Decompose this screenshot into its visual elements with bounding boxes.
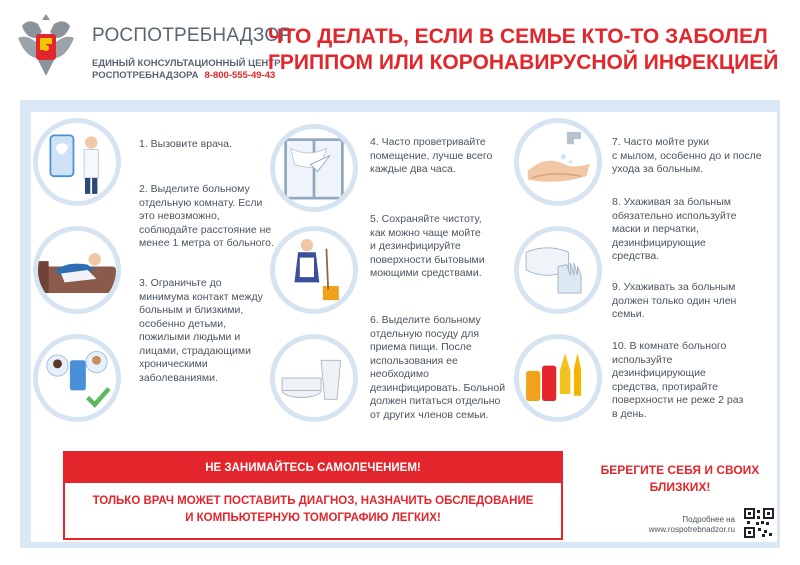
illustration-patient bbox=[33, 226, 121, 314]
step-3-line: пожилыми людьми и bbox=[139, 331, 241, 343]
handwash-icon bbox=[519, 123, 597, 201]
illustration-mask-gloves bbox=[514, 226, 602, 314]
step-10-line: средства, протирайте bbox=[612, 380, 718, 393]
title-line2: ГРИППОМ ИЛИ КОРОНАВИРУСНОЙ ИНФЕКЦИЕЙ bbox=[268, 51, 779, 74]
step-6-line: 6. Выделите больному bbox=[370, 314, 481, 326]
step-5-line: моющими средствами. bbox=[370, 267, 482, 279]
step-6-line: необходимо bbox=[370, 368, 429, 380]
illustration-dishes bbox=[270, 334, 358, 422]
window-icon bbox=[275, 129, 353, 207]
step-1 bbox=[139, 138, 269, 152]
hotline-phone[interactable]: 8-800-555-49-43 bbox=[204, 70, 276, 81]
step-10-line: 10. В комнате больного bbox=[612, 340, 727, 352]
step-8-line: 8. Ухаживая за больным bbox=[612, 196, 731, 208]
step-2 bbox=[139, 183, 274, 251]
step-8-line: дезинфицирующие bbox=[612, 236, 706, 249]
step-4-line: каждые два часа. bbox=[370, 163, 456, 175]
emblem-icon bbox=[14, 8, 78, 80]
illustration-handwash bbox=[514, 118, 602, 206]
warning-banner-title: НЕ ЗАНИМАЙТЕСЬ САМОЛЕЧЕНИЕМ! bbox=[65, 453, 561, 483]
dishes-icon bbox=[275, 339, 353, 417]
step-5-line: как можно чаще мойте bbox=[370, 226, 481, 239]
step-2-line: менее 1 метра от больного. bbox=[139, 237, 274, 249]
illustration-cleaner bbox=[270, 226, 358, 314]
step-6-line: дезинфицировать. Больной bbox=[370, 381, 506, 394]
step-3-line: особенно детьми, bbox=[139, 317, 227, 330]
illustration-window bbox=[270, 124, 358, 212]
step-3-line: больным и близкими, bbox=[139, 304, 244, 316]
center-name-line1: ЕДИНЫЙ КОНСУЛЬТАЦИОННЫЙ ЦЕНТР bbox=[92, 58, 281, 69]
take-care-slogan bbox=[585, 462, 775, 496]
center-name-line2-text: РОСПОТРЕБНАДЗОРА bbox=[92, 70, 199, 81]
step-6 bbox=[370, 314, 510, 422]
step-8-line: средства. bbox=[612, 250, 660, 262]
step-3 bbox=[139, 277, 269, 385]
step-4 bbox=[370, 136, 505, 177]
step-2-line: отдельную комнату. Если bbox=[139, 196, 263, 209]
step-10 bbox=[612, 340, 772, 421]
take-care-line2: БЛИЗКИХ! bbox=[649, 480, 711, 494]
doctor-phone-icon bbox=[38, 123, 116, 201]
more-info-label: Подробнее на bbox=[682, 515, 735, 524]
step-10-line: используйте bbox=[612, 353, 673, 366]
step-6-line: приема пищи. После bbox=[370, 341, 472, 353]
step-4-line: 4. Часто проветривайте bbox=[370, 136, 486, 148]
step-3-line: минимума контакт между bbox=[139, 290, 263, 303]
qr-code-icon[interactable] bbox=[744, 508, 774, 538]
step-5-line: поверхности бытовыми bbox=[370, 253, 485, 266]
step-9-line: должен только один член bbox=[612, 294, 737, 307]
step-8-line: маски и перчатки, bbox=[612, 223, 699, 235]
step-9 bbox=[612, 281, 772, 322]
step-3-line: заболеваниями. bbox=[139, 371, 218, 384]
mask-gloves-icon bbox=[519, 231, 597, 309]
video-call-icon bbox=[38, 339, 116, 417]
step-5-line: и дезинфицируйте bbox=[370, 240, 461, 252]
step-1-line: 1. Вызовите врача. bbox=[139, 138, 232, 150]
center-name-line2 bbox=[92, 70, 275, 81]
disinfectant-icon bbox=[519, 339, 597, 417]
warning-banner-line1: ТОЛЬКО ВРАЧ МОЖЕТ ПОСТАВИТЬ ДИАГНОЗ, НАЗНАЧИТЬ ОБСЛЕДОВАНИЕ bbox=[92, 495, 534, 507]
step-6-line: использования ее bbox=[370, 354, 458, 367]
step-6-line: должен питаться отдельно bbox=[370, 395, 501, 407]
step-7-line: ухода за больным. bbox=[612, 163, 704, 175]
warning-banner-text bbox=[65, 493, 561, 527]
take-care-line1: БЕРЕГИТЕ СЕБЯ И СВОИХ bbox=[600, 463, 760, 477]
more-info bbox=[610, 515, 735, 535]
more-info-url[interactable]: www.rospotrebnadzor.ru bbox=[648, 525, 735, 534]
step-3-line: хроническими bbox=[139, 358, 208, 370]
step-2-line: это невозможно, bbox=[139, 210, 220, 222]
step-10-line: поверхности не реже 2 раз bbox=[612, 394, 744, 406]
illustration-video-call bbox=[33, 334, 121, 422]
step-5-line: 5. Сохраняйте чистоту, bbox=[370, 213, 482, 225]
title-line1: ЧТО ДЕЛАТЬ, ЕСЛИ В СЕМЬЕ КТО-ТО ЗАБОЛЕЛ bbox=[268, 25, 768, 48]
header bbox=[0, 0, 800, 100]
step-4-line: помещение, лучше всего bbox=[370, 149, 493, 162]
step-6-line: отдельную посуду для bbox=[370, 327, 480, 340]
step-3-line: лицами, страдающими bbox=[139, 344, 251, 357]
step-10-line: в день. bbox=[612, 407, 647, 420]
illustration-doctor bbox=[33, 118, 121, 206]
step-8-line: обязательно используйте bbox=[612, 209, 737, 222]
step-9-line: 9. Ухаживать за больным bbox=[612, 281, 736, 293]
step-2-line: соблюдайте расстояние не bbox=[139, 223, 272, 236]
step-3-line: 3. Ограничьте до bbox=[139, 277, 222, 289]
org-name: РОСПОТРЕБНАДЗОР bbox=[92, 25, 293, 46]
patient-sofa-icon bbox=[38, 231, 116, 309]
page-title bbox=[268, 24, 788, 76]
cleaner-icon bbox=[275, 231, 353, 309]
illustration-disinfectant bbox=[514, 334, 602, 422]
step-8 bbox=[612, 196, 772, 264]
warning-banner-line2: И КОМПЬЮТЕРНУЮ ТОМОГРАФИЮ ЛЕГКИХ! bbox=[185, 512, 441, 524]
step-2-line: 2. Выделите больному bbox=[139, 183, 250, 195]
step-5 bbox=[370, 213, 505, 281]
step-9-line: семьи. bbox=[612, 308, 645, 320]
step-7 bbox=[612, 136, 772, 177]
step-7-line: 7. Часто мойте руки bbox=[612, 136, 710, 148]
step-10-line: дезинфицирующие bbox=[612, 367, 706, 379]
step-7-line: с мылом, особенно до и после bbox=[612, 149, 762, 162]
warning-banner bbox=[63, 451, 563, 540]
step-6-line: от других членов семьи. bbox=[370, 408, 489, 421]
